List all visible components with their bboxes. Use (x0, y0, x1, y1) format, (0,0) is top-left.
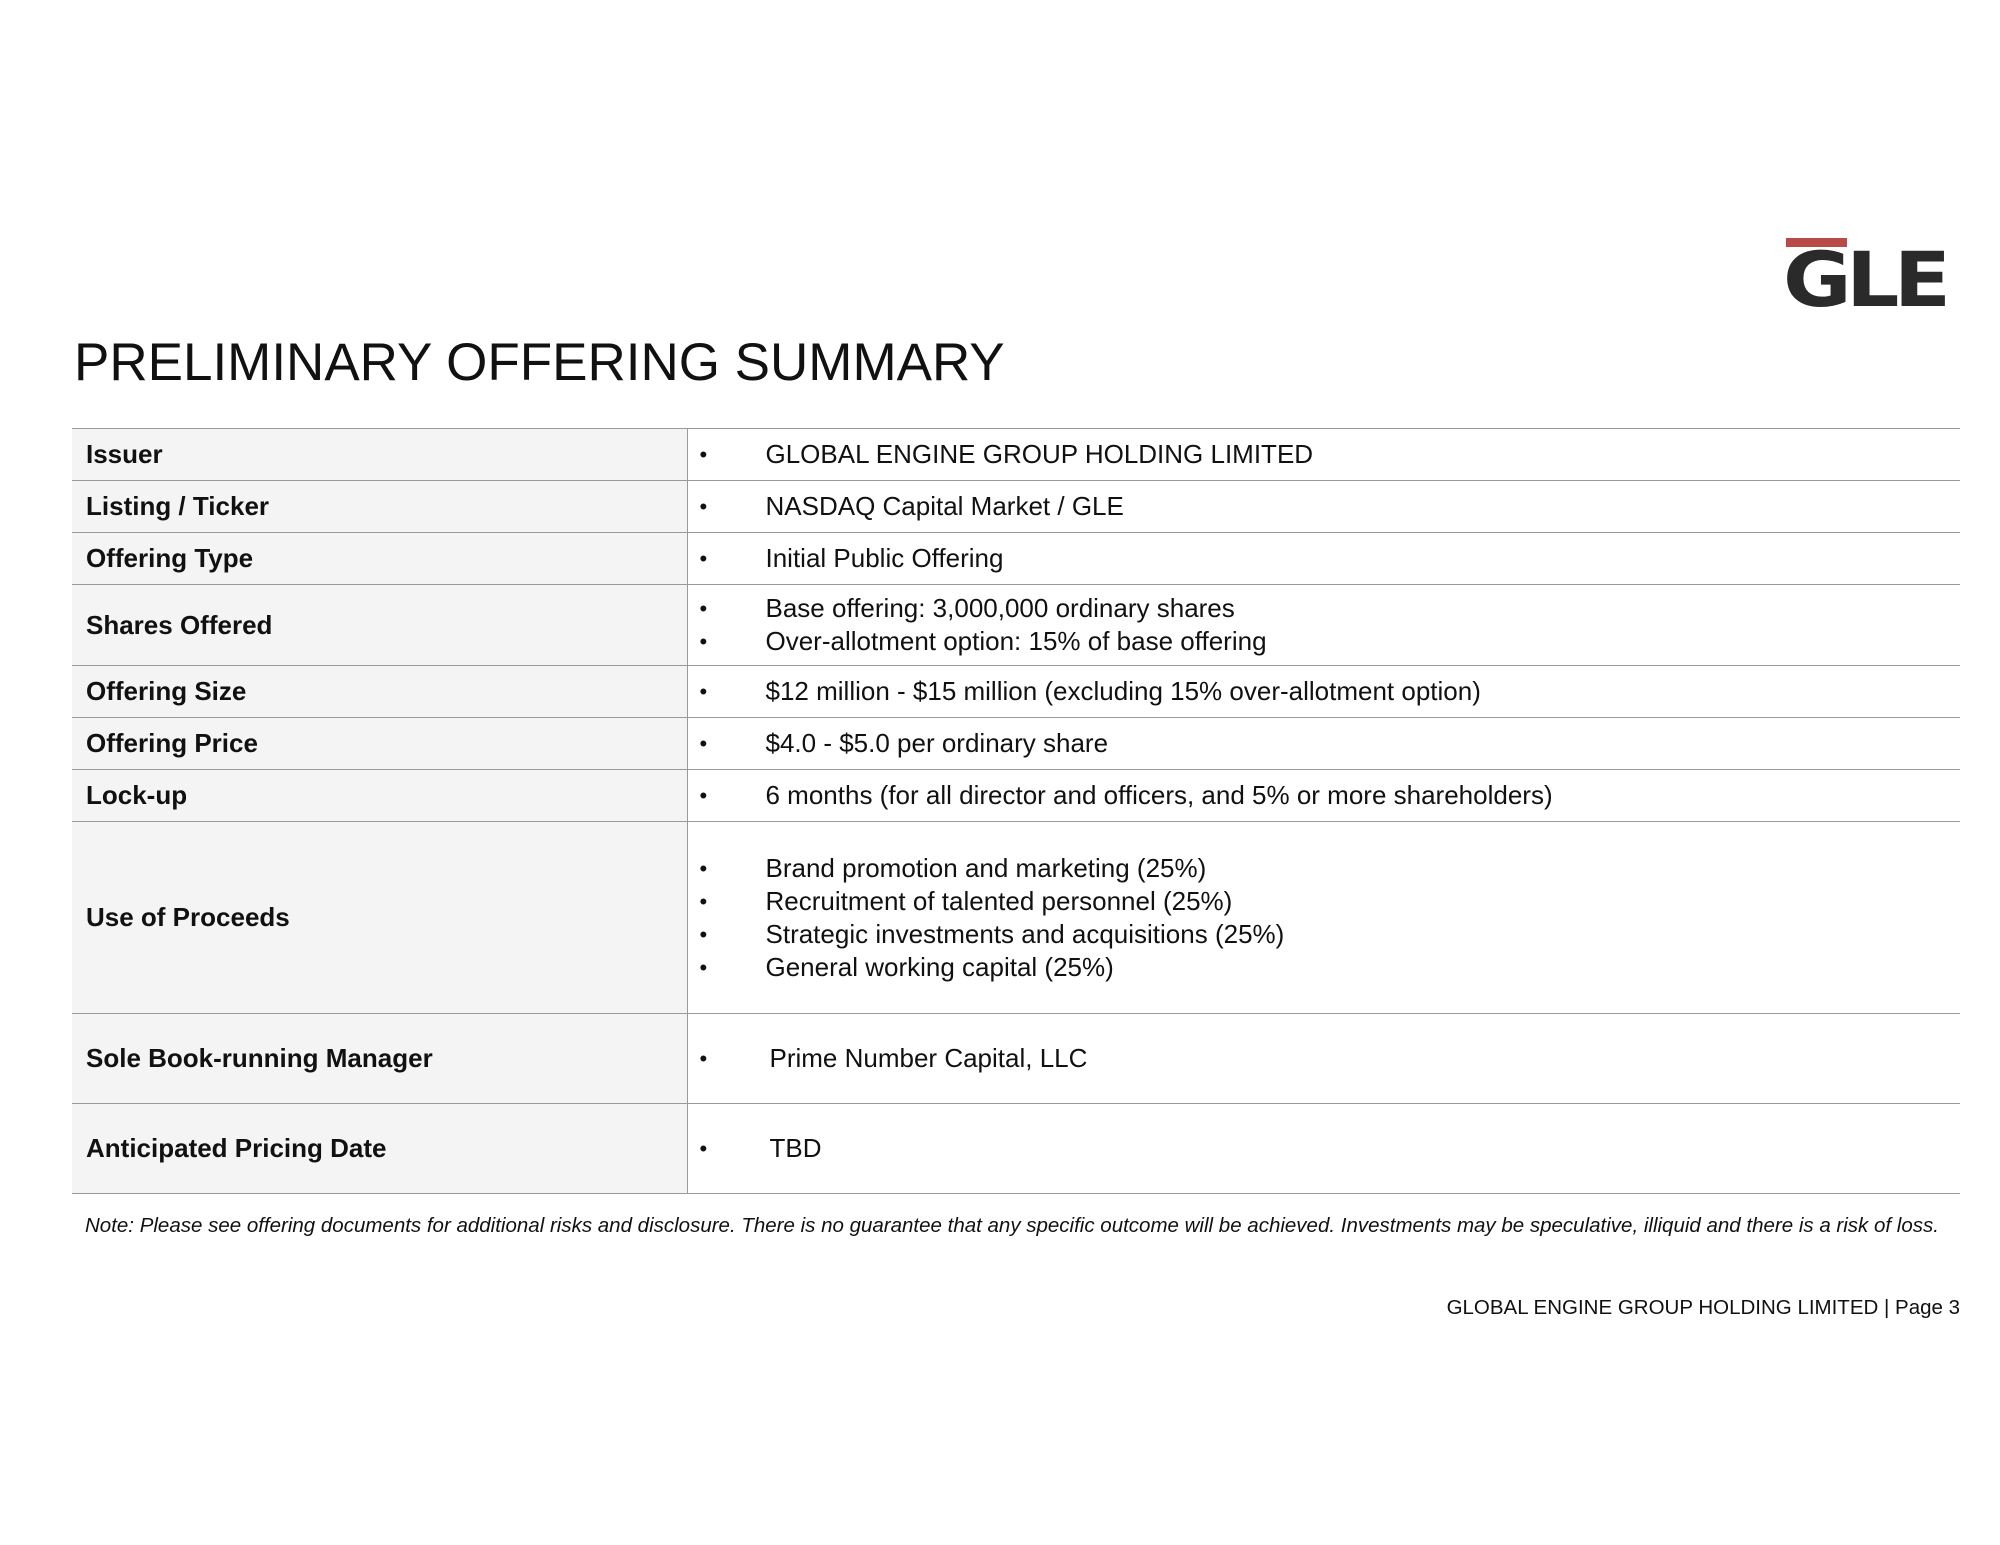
row-value (687, 822, 1960, 1014)
table-row-shares-offered (72, 585, 1960, 666)
table-row-offering-price (72, 718, 1960, 770)
row-label: Offering Price (72, 718, 687, 770)
table-row-book-running-manager (72, 1014, 1960, 1104)
row-value (687, 718, 1960, 770)
table-row-issuer (72, 429, 1960, 481)
bullet-item: • GLOBAL ENGINE GROUP HOLDING LIMITED (700, 438, 1961, 471)
row-value (687, 1104, 1960, 1194)
row-label: Use of Proceeds (72, 822, 687, 1014)
row-label: Lock-up (72, 770, 687, 822)
disclaimer-note: Note: Please see offering documents for additional risks and disclosure. There is no guarantee that any specific outcome will be achieved. Investments may be speculative, illiquid and there is a risk of loss. (85, 1214, 1939, 1237)
bullet-item: • TBD (700, 1132, 1961, 1165)
table-row-lock-up (72, 770, 1960, 822)
bullet-item: • 6 months (for all director and officers, and 5% or more shareholders) (700, 779, 1961, 812)
table-row-listing-ticker (72, 481, 1960, 533)
page-title: PRELIMINARY OFFERING SUMMARY (74, 333, 1005, 392)
row-label: Offering Size (72, 666, 687, 718)
bullet-item: • Base offering: 3,000,000 ordinary shares (700, 592, 1961, 625)
row-value (687, 481, 1960, 533)
row-label: Sole Book-running Manager (72, 1014, 687, 1104)
bullet-item: • Recruitment of talented personnel (25%) (700, 885, 1961, 918)
row-value (687, 666, 1960, 718)
logo-text: GLE (1783, 235, 1946, 324)
bullet-item: • Initial Public Offering (700, 542, 1961, 575)
row-label: Offering Type (72, 533, 687, 585)
bullet-item: • $4.0 - $5.0 per ordinary share (700, 727, 1961, 760)
row-value (687, 429, 1960, 481)
bullet-item: • NASDAQ Capital Market / GLE (700, 490, 1961, 523)
bullet-item: • $12 million - $15 million (excluding 15% over-allotment option) (700, 675, 1961, 708)
row-label: Shares Offered (72, 585, 687, 666)
row-value (687, 533, 1960, 585)
row-value (687, 770, 1960, 822)
table-row-pricing-date (72, 1104, 1960, 1194)
bullet-item: • Over-allotment option: 15% of base offering (700, 625, 1961, 658)
row-label: Listing / Ticker (72, 481, 687, 533)
bullet-item: • Brand promotion and marketing (25%) (700, 852, 1961, 885)
bullet-item: • General working capital (25%) (700, 951, 1961, 984)
row-label: Anticipated Pricing Date (72, 1104, 687, 1194)
offering-summary-table (72, 428, 1960, 1194)
bullet-item: • Prime Number Capital, LLC (700, 1042, 1961, 1075)
row-value (687, 585, 1960, 666)
table-row-use-of-proceeds (72, 822, 1960, 1014)
page-footer: GLOBAL ENGINE GROUP HOLDING LIMITED | Page 3 (1446, 1296, 1960, 1319)
table-row-offering-type (72, 533, 1960, 585)
bullet-item: • Strategic investments and acquisitions (25%) (700, 918, 1961, 951)
row-label: Issuer (72, 429, 687, 481)
table-row-offering-size (72, 666, 1960, 718)
row-value (687, 1014, 1960, 1104)
company-logo (1783, 235, 1946, 324)
